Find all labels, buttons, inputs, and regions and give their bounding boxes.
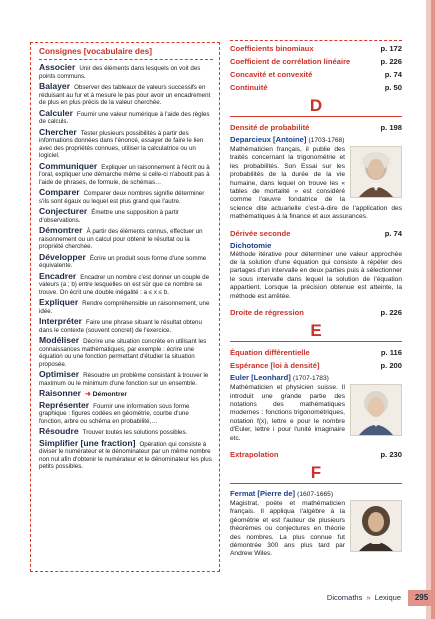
consigne-text: Rendre compréhensible un raisonnement, une idée. <box>39 300 210 315</box>
consigne-text: Faire une phrase situant le résultat obtenu dans le contexte (souvent concret) de l'exercice. <box>39 319 202 334</box>
consigne-text: Démontrer <box>92 391 128 398</box>
consigne-term: Résoudre <box>39 426 79 436</box>
footer-book: Dicomaths <box>326 593 363 602</box>
consigne-entry <box>39 437 213 471</box>
entry-term: Droite de régression <box>230 308 304 318</box>
consigne-text: Émettre une supposition à partir d'observations. <box>39 209 179 224</box>
consigne-entry <box>39 189 213 205</box>
consignes-box <box>30 42 220 572</box>
index-entry[interactable] <box>230 81 402 94</box>
entry-page: p. 74 <box>384 228 402 238</box>
entry-page: p. 198 <box>380 123 402 132</box>
entry-term: Coefficients binomiaux <box>230 44 314 53</box>
consigne-term: Associer <box>39 62 76 72</box>
deparcieux-name: Deparcieux [Antoine] <box>230 135 307 144</box>
consigne-term: Représenter <box>39 399 90 410</box>
fermat-name: Fermat [Pierre de] <box>230 488 295 498</box>
consigne-entry <box>39 390 213 399</box>
deparcieux-years: (1703-1768) <box>308 137 345 144</box>
consigne-term: Balayer <box>39 81 71 91</box>
entry-term: Coefficient de corrélation linéaire <box>230 57 351 66</box>
index-entry[interactable] <box>230 42 402 55</box>
right-column <box>230 42 402 559</box>
footer-section: Lexique <box>374 593 401 602</box>
consigne-entry <box>39 208 213 224</box>
consigne-text: Unir des éléments dans lesquels on voit des points communs. <box>39 65 201 80</box>
consigne-text: Fournir une information sous forme graphique : figures codées en géométrie, courbe d'une fonction, arbre ou schéma en probabilité,… <box>39 402 190 425</box>
entry-derivee[interactable] <box>230 227 402 240</box>
dichotomie-text: Méthode itérative pour déterminer une valeur approchée de la solution d'une équation qui consiste à répéter des partages d'un intervalle en deux parties puis à sélectionner le sous intervalle dans lequel la solution de l'équation appartient. Lorsque la précision obtenue est atteinte, la méthode est arrêtée. <box>230 250 402 300</box>
entry-page: p. 200 <box>380 361 402 371</box>
consigne-text: Tester plusieurs possibilités à partir des informations données dans l'énoncé, essayer de faire le lien avec des propriétés connues, utiliser la calculatrice ou un logiciel. <box>39 129 204 159</box>
consigne-text: Opération qui consiste à diviser le numérateur et le dénominateur par un même nombre non nul afin d'obtenir le numérateur et le dénominateur les plus petits possibles. <box>39 440 212 470</box>
fermat-text: Magistrat, poète et mathématicien français. Il appliqua l'algèbre à la géométrie et est l'auteur de plusieurs théorèmes ou conjectures en théorie des nombres. La plus connue fut démontrée 300 ans plus tard par Andrew Wiles. <box>230 499 345 558</box>
consigne-entry <box>39 160 213 187</box>
consigne-term: Optimiser <box>39 369 80 379</box>
consignes-list <box>39 64 213 471</box>
consigne-term: Raisonner <box>39 388 82 398</box>
consigne-term: Conjecturer <box>39 206 88 216</box>
page-footer <box>0 590 435 610</box>
consigne-text: Expliquer un raisonnement à l'écrit ou à l'oral, expliquer une démarche même si celle-ci n'aboutit pas à l'aide de phrases, de formule, de schémas… <box>39 163 210 186</box>
consigne-entry <box>39 64 213 80</box>
euler-years: (1707-1783) <box>292 375 329 383</box>
consigne-text: Écrire un produit sous forme d'une somme équivalente. <box>39 254 207 269</box>
consigne-text: Comparer deux nombres signifie déterminer s'ils sont égaux ou lequel est plus grand que l'autre. <box>39 190 205 205</box>
entry-page: p. 50 <box>384 83 402 92</box>
fermat-body <box>230 500 402 559</box>
letter-f-heading: F <box>230 463 402 484</box>
consigne-term: Démontrer <box>39 225 83 235</box>
consigne-entry <box>39 299 213 315</box>
consignes-title: Consignes [vocabulaire des] <box>39 46 213 60</box>
consigne-term: Expliquer <box>39 297 79 307</box>
consigne-text: À partir des éléments connus, effectuer un raisonnement ou un calcul pour obtenir le résultat ou la propriété cherchée. <box>39 228 203 250</box>
consigne-entry <box>39 227 213 251</box>
consigne-entry <box>39 270 213 297</box>
euler-body <box>230 384 402 443</box>
consigne-entry <box>39 337 213 368</box>
consigne-term: Chercher <box>39 126 77 137</box>
entry-equation[interactable] <box>230 346 402 359</box>
consigne-term: Encadrer <box>39 270 77 281</box>
page-number: 295 <box>408 590 435 606</box>
consigne-entry <box>39 83 213 107</box>
entry-term: Concavité et convexité <box>230 70 313 79</box>
consigne-entry <box>39 318 213 334</box>
right-top-rule <box>230 40 402 41</box>
entry-term: Équation différentielle <box>230 348 310 358</box>
entry-page: p. 230 <box>380 449 402 459</box>
euler-heading <box>230 372 402 384</box>
consigne-entry <box>39 107 213 126</box>
entry-esperance[interactable] <box>230 359 402 372</box>
index-entry[interactable] <box>230 55 402 68</box>
euler-portrait <box>350 384 402 436</box>
entry-page: p. 226 <box>380 308 402 318</box>
fermat-portrait <box>350 500 402 552</box>
consigne-entry <box>39 126 213 160</box>
entry-page: p. 226 <box>380 57 402 66</box>
dichotomie-heading: Dichotomie <box>230 240 272 250</box>
entry-term: Espérance [loi à densité] <box>230 361 320 371</box>
consigne-term: Calculer <box>39 107 73 118</box>
consigne-text: Observer des tableaux de valeurs successifs en réduisant au fur et à mesure le pas pour avoir un encadrement de plus en plus précis de la valeur cherchée. <box>39 84 211 106</box>
fermat-heading <box>230 488 402 500</box>
letter-d-heading: D <box>230 96 402 117</box>
consigne-text: Résoudre un problème consistant à trouver le maximum ou le minimum d'une fonction sur un ensemble. <box>39 372 209 387</box>
entry-extrapolation[interactable] <box>230 448 402 461</box>
footer-breadcrumb <box>327 593 401 602</box>
entry-droite[interactable] <box>230 306 402 319</box>
consigne-term: Développer <box>39 251 86 262</box>
deparcieux-text: Mathématicien français, il publie des traités concernant la trigonométrie et les probabilités. Son Essai sur les probabilités de la durée de la vie humaine, dans lequel on trouve les « tables de mortalité » est considéré comme l'œuvre fondatrice de la science dite actuarielle c'est-à-dire de l'application des mathématiques à la finance et aux assurances. <box>230 146 402 221</box>
deparcieux-portrait <box>350 146 402 198</box>
entry-densite[interactable] <box>230 121 402 134</box>
entry-term: Dérivée seconde <box>230 228 291 238</box>
entry-page: p. 74 <box>384 70 402 79</box>
c-entries <box>230 42 402 94</box>
consigne-term: Simplifier [une fraction] <box>39 437 136 448</box>
consigne-term: Communiquer <box>39 160 98 171</box>
consigne-term: Modéliser <box>39 335 80 345</box>
euler-name: Euler [Leonhard] <box>230 373 291 383</box>
consigne-entry <box>39 399 213 426</box>
side-accent-bar-dark <box>431 0 435 619</box>
entry-page: p. 172 <box>380 44 402 53</box>
index-entry[interactable] <box>230 68 402 81</box>
entry-term: Extrapolation <box>230 449 279 459</box>
consigne-term: Comparer <box>39 187 80 197</box>
euler-text: Mathématicien et physicien suisse. Il introduit une grande partie des notations des mathématiques modernes : fonctions trigonométriques, notation f(x), lettre e pour le nombre d'Euler, lettre i pour l'unité imaginaire etc. <box>230 384 345 442</box>
consigne-text: Fournir une valeur numérique à l'aide des règles de calculs. <box>39 110 210 125</box>
entry-term: Densité de probabilité <box>230 123 310 132</box>
consigne-entry <box>39 251 213 270</box>
consigne-entry <box>39 428 213 437</box>
deparcieux-heading <box>230 134 402 146</box>
consigne-term: Interpréter <box>39 316 82 326</box>
footer-separator: » <box>366 593 371 602</box>
letter-e-heading: E <box>230 321 402 342</box>
consigne-entry <box>39 371 213 387</box>
consigne-text: Trouver toutes les solutions possibles. <box>82 429 188 436</box>
entry-page: p. 116 <box>380 348 402 358</box>
deparcieux-body <box>230 146 402 222</box>
arrow-icon: ➜ <box>85 391 91 398</box>
entry-term: Continuité <box>230 83 268 92</box>
fermat-years: (1607-1665) <box>297 490 334 498</box>
consigne-text: Encadrer un nombre c'est donner un couple de valeurs (a ; b) entre lesquelles on est sûr que ce nombre se trouve. On écrit une double inégalité : a ≤ x ≤ b. <box>39 273 210 296</box>
consigne-text: Décrire une situation concrète en utilisant les connaissances mathématiques, par exemple : écrire une équation ou une fonction permettant d'étudier la situation proposée. <box>39 338 207 368</box>
